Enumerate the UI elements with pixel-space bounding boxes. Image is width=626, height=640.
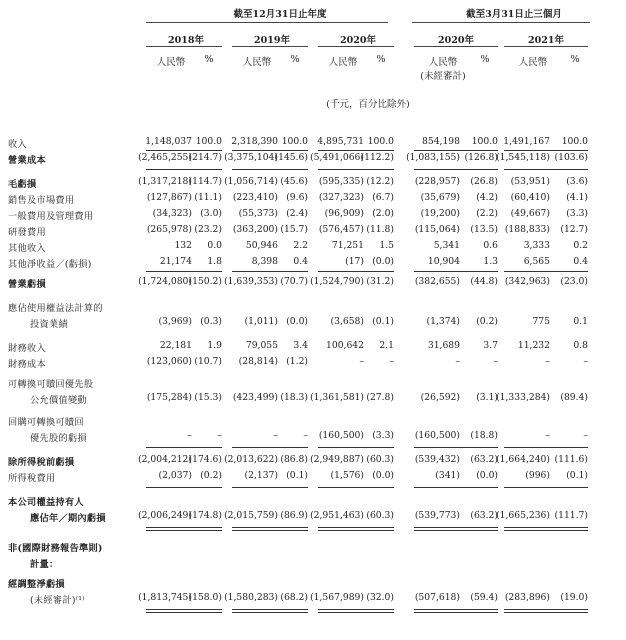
percent-cell: (9.6) xyxy=(286,192,308,203)
table-row xyxy=(0,192,626,208)
percent-cell: 1.3 xyxy=(483,256,498,267)
amount-cell: (507,618) xyxy=(414,592,460,603)
amount-cell: (26,592) xyxy=(420,392,460,403)
amount-cell: 31,689 xyxy=(427,340,460,351)
amount-cell: (35,679) xyxy=(420,192,460,203)
percent-cell: (23.2) xyxy=(194,224,222,235)
table-row xyxy=(0,540,626,556)
percent-cell: – xyxy=(583,430,588,441)
percent-cell: (18.8) xyxy=(470,430,498,441)
subtotal-rule xyxy=(504,487,588,488)
percent-cell: (2.4) xyxy=(286,208,308,219)
amount-cell: (1,580,283) xyxy=(224,592,278,603)
year-rule xyxy=(318,46,394,47)
percent-cell: 0.4 xyxy=(573,256,588,267)
rmb-header: 人民幣 xyxy=(428,57,458,68)
subtotal-rule xyxy=(414,487,498,488)
percent-cell: (0.0) xyxy=(372,256,394,267)
row-label: 經調整淨虧損 xyxy=(8,579,65,590)
row-label: 可轉換可贖回優先股 xyxy=(8,379,94,390)
subtotal-rule xyxy=(318,169,394,170)
amount-cell: – xyxy=(455,356,460,367)
table-row xyxy=(0,470,626,486)
amount-cell: 6,565 xyxy=(523,256,550,267)
amount-cell: (342,963) xyxy=(504,276,550,287)
amount-cell: (539,432) xyxy=(414,454,460,465)
row-label: 非(國際財務報告準則) xyxy=(8,543,103,554)
percent-cell: 100.0 xyxy=(195,136,222,147)
amount-cell: (283,896) xyxy=(504,592,550,603)
amount-cell: (327,323) xyxy=(318,192,364,203)
percent-cell: – xyxy=(493,356,498,367)
total-double-rule xyxy=(504,609,588,613)
amount-cell: (1,011) xyxy=(244,316,278,327)
percent-cell: (26.8) xyxy=(470,176,498,187)
amount-cell: 100,642 xyxy=(326,340,364,351)
amount-cell: (2,015,759) xyxy=(224,510,278,521)
amount-cell: (188,833) xyxy=(504,224,550,235)
percent-cell: (0.0) xyxy=(286,316,308,327)
rmb-header: 人民幣 xyxy=(328,57,358,68)
unit-note: (千元，百分比除外) xyxy=(326,99,410,110)
pct-header: % xyxy=(290,54,300,65)
percent-cell: 0.2 xyxy=(573,240,588,251)
total-double-rule xyxy=(146,609,222,613)
amount-cell: (1,567,989) xyxy=(310,592,364,603)
percent-cell: (11.8) xyxy=(366,224,394,235)
percent-cell: 2.1 xyxy=(379,340,394,351)
amount-cell: 11,232 xyxy=(517,340,550,351)
percent-cell: 0.6 xyxy=(483,240,498,251)
amount-cell: (3,969) xyxy=(158,316,192,327)
percent-cell: (89.4) xyxy=(560,392,588,403)
amount-cell: (1,724,080) xyxy=(138,276,192,287)
percent-cell: (23.0) xyxy=(560,276,588,287)
amount-cell: 21,174 xyxy=(159,256,192,267)
amount-cell: 2,318,390 xyxy=(231,136,278,147)
percent-cell: (44.8) xyxy=(470,276,498,287)
percent-cell: 100.0 xyxy=(367,136,394,147)
table-row xyxy=(0,300,626,316)
subtotal-rule xyxy=(232,169,308,170)
amount-cell: (228,957) xyxy=(414,176,460,187)
table-row xyxy=(0,152,626,168)
percent-cell: – xyxy=(389,356,394,367)
amount-cell: (2,465,255) xyxy=(138,152,192,163)
subtotal-rule xyxy=(232,487,308,488)
amount-cell: (539,773) xyxy=(414,510,460,521)
amount-cell: 854,198 xyxy=(422,136,460,147)
percent-cell: (0.1) xyxy=(372,316,394,327)
percent-cell: 2.2 xyxy=(293,240,308,251)
row-label: 收入 xyxy=(8,139,27,150)
year-rule xyxy=(504,46,588,47)
amount-cell: (1,374) xyxy=(426,316,460,327)
quarter-group-rule xyxy=(412,22,590,23)
amount-cell: (55,373) xyxy=(238,208,278,219)
percent-cell: (63.2) xyxy=(470,454,498,465)
percent-cell: – xyxy=(303,430,308,441)
total-double-rule xyxy=(414,527,498,531)
table-row xyxy=(0,176,626,192)
amount-cell: (3,375,104) xyxy=(224,152,278,163)
amount-cell: (127,867) xyxy=(146,192,192,203)
row-label: 財務成本 xyxy=(8,359,46,370)
year-header-2020: 2020年 xyxy=(340,35,376,46)
amount-cell: 8,398 xyxy=(251,256,278,267)
amount-cell: (423,499) xyxy=(232,392,278,403)
year-rule xyxy=(146,46,222,47)
subtotal-rule xyxy=(414,447,498,448)
amount-cell: (1,545,118) xyxy=(496,152,550,163)
amount-cell: (1,317,218) xyxy=(138,176,192,187)
amount-cell: – xyxy=(545,430,550,441)
rmb-header: 人民幣 xyxy=(242,57,272,68)
row-label: 本公司權益持有人 xyxy=(8,497,84,508)
row-label: 除所得稅前虧損 xyxy=(8,457,75,468)
percent-cell: (111.7) xyxy=(554,510,588,521)
amount-cell: (363,200) xyxy=(232,224,278,235)
subtotal-rule xyxy=(414,271,498,272)
row-label: 其他淨收益／(虧損) xyxy=(8,259,92,270)
percent-cell: (150.2) xyxy=(188,276,222,287)
subtotal-rule xyxy=(504,447,588,448)
amount-cell: (1,813,745) xyxy=(138,592,192,603)
year-end-group-title: 截至12月31日止年度 xyxy=(233,9,327,20)
percent-cell: 100.0 xyxy=(471,136,498,147)
amount-cell: – xyxy=(187,430,192,441)
table-row xyxy=(0,576,626,592)
percent-cell: (0.2) xyxy=(476,316,498,327)
amount-cell: 775 xyxy=(532,316,550,327)
percent-cell: 100.0 xyxy=(281,136,308,147)
amount-cell: (2,951,463) xyxy=(310,510,364,521)
quarter-group-title: 截至3月31日止三個月 xyxy=(466,9,562,20)
pct-header: % xyxy=(480,54,490,65)
amount-cell: (341) xyxy=(435,470,460,481)
percent-cell: (103.6) xyxy=(554,152,588,163)
row-label: 計量： xyxy=(30,559,59,570)
subtotal-rule xyxy=(146,150,222,151)
amount-cell: 79,055 xyxy=(245,340,278,351)
percent-cell: (59.4) xyxy=(470,592,498,603)
amount-cell: (53,951) xyxy=(510,176,550,187)
percent-cell: 0.0 xyxy=(207,240,222,251)
row-label: 回購可轉換可贖回 xyxy=(8,417,84,428)
percent-cell: 1.8 xyxy=(207,256,222,267)
percent-cell: (3.3) xyxy=(566,208,588,219)
percent-cell: (0.2) xyxy=(200,470,222,481)
row-label: 應佔年／期內虧損 xyxy=(30,513,106,524)
amount-cell: – xyxy=(545,356,550,367)
subtotal-rule xyxy=(232,150,308,151)
amount-cell: (19,200) xyxy=(420,208,460,219)
amount-cell: (265,978) xyxy=(146,224,192,235)
percent-cell: 3.4 xyxy=(293,340,308,351)
amount-cell: (2,004,212) xyxy=(138,454,192,465)
table-row xyxy=(0,224,626,240)
row-label: 毛虧損 xyxy=(8,179,37,190)
percent-cell: (60.3) xyxy=(366,454,394,465)
unaudited-note: (未經審計) xyxy=(420,71,466,82)
rmb-header: 人民幣 xyxy=(518,57,548,68)
amount-cell: 22,181 xyxy=(159,340,192,351)
amount-cell: (382,655) xyxy=(414,276,460,287)
percent-cell: (126.8) xyxy=(464,152,498,163)
percent-cell: (45.6) xyxy=(280,176,308,187)
year-header-2021-q: 2021年 xyxy=(528,35,564,46)
amount-cell: (223,410) xyxy=(232,192,278,203)
amount-cell: (1,576) xyxy=(330,470,364,481)
total-double-rule xyxy=(414,609,498,613)
percent-cell: 1.9 xyxy=(207,340,222,351)
row-label: 應佔使用權益法計算的 xyxy=(8,303,103,314)
amount-cell: 4,895,731 xyxy=(317,136,364,147)
row-label: 其他收入 xyxy=(8,243,46,254)
percent-cell: (10.7) xyxy=(194,356,222,367)
amount-cell: (2,137) xyxy=(244,470,278,481)
percent-cell: (63.2) xyxy=(470,510,498,521)
percent-cell: (31.2) xyxy=(366,276,394,287)
percent-cell: – xyxy=(583,356,588,367)
amount-cell: (1,083,155) xyxy=(406,152,460,163)
subtotal-rule xyxy=(414,169,498,170)
subtotal-rule xyxy=(504,271,588,272)
amount-cell: (3,658) xyxy=(330,316,364,327)
amount-cell: (60,410) xyxy=(510,192,550,203)
row-label: 投資業績 xyxy=(30,319,68,330)
amount-cell: 132 xyxy=(174,240,192,251)
amount-cell: (1,524,790) xyxy=(310,276,364,287)
percent-cell: (12.7) xyxy=(560,224,588,235)
percent-cell: (1.2) xyxy=(286,356,308,367)
percent-cell: (32.0) xyxy=(366,592,394,603)
percent-cell: (11.1) xyxy=(194,192,222,203)
amount-cell: (123,060) xyxy=(146,356,192,367)
total-double-rule xyxy=(504,527,588,531)
row-label: 所得稅費用 xyxy=(8,473,56,484)
total-double-rule xyxy=(318,527,394,531)
amount-cell: 1,491,167 xyxy=(503,136,550,147)
pct-header: % xyxy=(204,54,214,65)
percent-cell: 0.1 xyxy=(573,316,588,327)
amount-cell: (2,949,887) xyxy=(310,454,364,465)
amount-cell: (2,006,249) xyxy=(138,510,192,521)
percent-cell: (13.5) xyxy=(470,224,498,235)
amount-cell: 10,904 xyxy=(427,256,460,267)
subtotal-rule xyxy=(318,487,394,488)
amount-cell: (1,056,714) xyxy=(224,176,278,187)
amount-cell: (175,284) xyxy=(146,392,192,403)
subtotal-rule xyxy=(146,487,222,488)
row-label: 研發費用 xyxy=(8,227,46,238)
amount-cell: (1,333,284) xyxy=(496,392,550,403)
pct-header: % xyxy=(376,54,386,65)
table-row xyxy=(0,494,626,510)
table-row xyxy=(0,208,626,224)
percent-cell: (174.6) xyxy=(188,454,222,465)
percent-cell: (86.8) xyxy=(280,454,308,465)
amount-cell: 50,946 xyxy=(245,240,278,251)
row-label: 營業成本 xyxy=(8,155,46,166)
year-header-2020-q: 2020年 xyxy=(438,35,474,46)
percent-cell: (4.1) xyxy=(566,192,588,203)
subtotal-rule xyxy=(504,150,588,151)
amount-cell: (160,500) xyxy=(318,430,364,441)
table-row xyxy=(0,376,626,392)
total-double-rule xyxy=(232,609,308,613)
amount-cell: (17) xyxy=(345,256,364,267)
table-row xyxy=(0,414,626,430)
amount-cell: (5,491,066) xyxy=(310,152,364,163)
total-double-rule xyxy=(232,527,308,531)
percent-cell: (111.6) xyxy=(554,454,588,465)
row-label: 一般費用及管理費用 xyxy=(8,211,94,222)
table-row xyxy=(0,316,626,332)
table-row xyxy=(0,276,626,292)
percent-cell: (0.1) xyxy=(286,470,308,481)
year-rule xyxy=(414,46,498,47)
amount-cell: 71,251 xyxy=(331,240,364,251)
percent-cell: 100.0 xyxy=(561,136,588,147)
table-row xyxy=(0,256,626,272)
amount-cell: (1,664,240) xyxy=(496,454,550,465)
percent-cell: – xyxy=(217,430,222,441)
subtotal-rule xyxy=(414,150,498,151)
row-label: 財務收入 xyxy=(8,343,46,354)
percent-cell: (145.6) xyxy=(274,152,308,163)
percent-cell: (60.3) xyxy=(366,510,394,521)
percent-cell: (15.3) xyxy=(194,392,222,403)
amount-cell: (2,013,622) xyxy=(224,454,278,465)
percent-cell: (12.2) xyxy=(366,176,394,187)
percent-cell: (3.3) xyxy=(372,430,394,441)
percent-cell: (18.3) xyxy=(280,392,308,403)
total-double-rule xyxy=(146,527,222,531)
percent-cell: (0.1) xyxy=(566,470,588,481)
amount-cell: (115,064) xyxy=(414,224,460,235)
subtotal-rule xyxy=(146,169,222,170)
amount-cell: (1,665,236) xyxy=(496,510,550,521)
percent-cell: (15.7) xyxy=(280,224,308,235)
amount-cell: (595,335) xyxy=(318,176,364,187)
amount-cell: (1,639,353) xyxy=(224,276,278,287)
amount-cell: (34,323) xyxy=(152,208,192,219)
subtotal-rule xyxy=(318,447,394,448)
table-row xyxy=(0,356,626,372)
percent-cell: (6.7) xyxy=(372,192,394,203)
table-row xyxy=(0,454,626,470)
amount-cell: (96,909) xyxy=(324,208,364,219)
amount-cell: 1,148,037 xyxy=(145,136,192,147)
percent-cell: (0.3) xyxy=(200,316,222,327)
percent-cell: (2.0) xyxy=(372,208,394,219)
table-row xyxy=(0,240,626,256)
percent-cell: 3.7 xyxy=(483,340,498,351)
subtotal-rule xyxy=(318,150,394,151)
percent-cell: (112.2) xyxy=(360,152,394,163)
percent-cell: 0.4 xyxy=(293,256,308,267)
year-end-group-rule xyxy=(146,22,388,23)
row-label: 銷售及市場費用 xyxy=(8,195,75,206)
year-rule xyxy=(232,46,308,47)
percent-cell: (86.9) xyxy=(280,510,308,521)
percent-cell: (70.7) xyxy=(280,276,308,287)
subtotal-rule xyxy=(232,447,308,448)
year-header-2019: 2019年 xyxy=(254,35,290,46)
percent-cell: (158.0) xyxy=(188,592,222,603)
percent-cell: (3.6) xyxy=(566,176,588,187)
year-header-2018: 2018年 xyxy=(168,35,204,46)
percent-cell: (68.2) xyxy=(280,592,308,603)
percent-cell: (174.8) xyxy=(188,510,222,521)
table-row xyxy=(0,510,626,526)
percent-cell: (114.7) xyxy=(188,176,222,187)
amount-cell: – xyxy=(273,430,278,441)
table-row xyxy=(0,592,626,608)
percent-cell: (0.0) xyxy=(372,470,394,481)
row-label: 營業虧損 xyxy=(8,279,46,290)
percent-cell: (0.0) xyxy=(476,470,498,481)
row-label: (未經審計)⁽¹⁾ xyxy=(30,595,85,606)
row-label: 優先股的虧損 xyxy=(30,433,87,444)
amount-cell: (49,667) xyxy=(510,208,550,219)
percent-cell: (4.2) xyxy=(476,192,498,203)
subtotal-rule xyxy=(232,271,308,272)
amount-cell: (1,361,581) xyxy=(310,392,364,403)
subtotal-rule xyxy=(504,169,588,170)
amount-cell: 3,333 xyxy=(523,240,550,251)
percent-cell: (27.8) xyxy=(366,392,394,403)
table-row xyxy=(0,430,626,446)
percent-cell: 1.5 xyxy=(379,240,394,251)
subtotal-rule xyxy=(146,271,222,272)
table-row xyxy=(0,556,626,572)
amount-cell: – xyxy=(359,356,364,367)
percent-cell: (3.1) xyxy=(476,392,498,403)
table-row xyxy=(0,340,626,356)
rmb-header: 人民幣 xyxy=(156,57,186,68)
percent-cell: (2.2) xyxy=(476,208,498,219)
amount-cell: (28,814) xyxy=(238,356,278,367)
table-row xyxy=(0,392,626,408)
row-label: 公允價值變動 xyxy=(30,395,87,406)
amount-cell: (2,037) xyxy=(158,470,192,481)
percent-cell: (3.0) xyxy=(200,208,222,219)
amount-cell: (160,500) xyxy=(414,430,460,441)
total-double-rule xyxy=(318,609,394,613)
subtotal-rule xyxy=(318,271,394,272)
amount-cell: (996) xyxy=(525,470,550,481)
amount-cell: (576,457) xyxy=(318,224,364,235)
percent-cell: (214.7) xyxy=(188,152,222,163)
subtotal-rule xyxy=(146,447,222,448)
amount-cell: 5,341 xyxy=(433,240,460,251)
pct-header: % xyxy=(570,54,580,65)
percent-cell: 0.8 xyxy=(573,340,588,351)
percent-cell: (19.0) xyxy=(560,592,588,603)
